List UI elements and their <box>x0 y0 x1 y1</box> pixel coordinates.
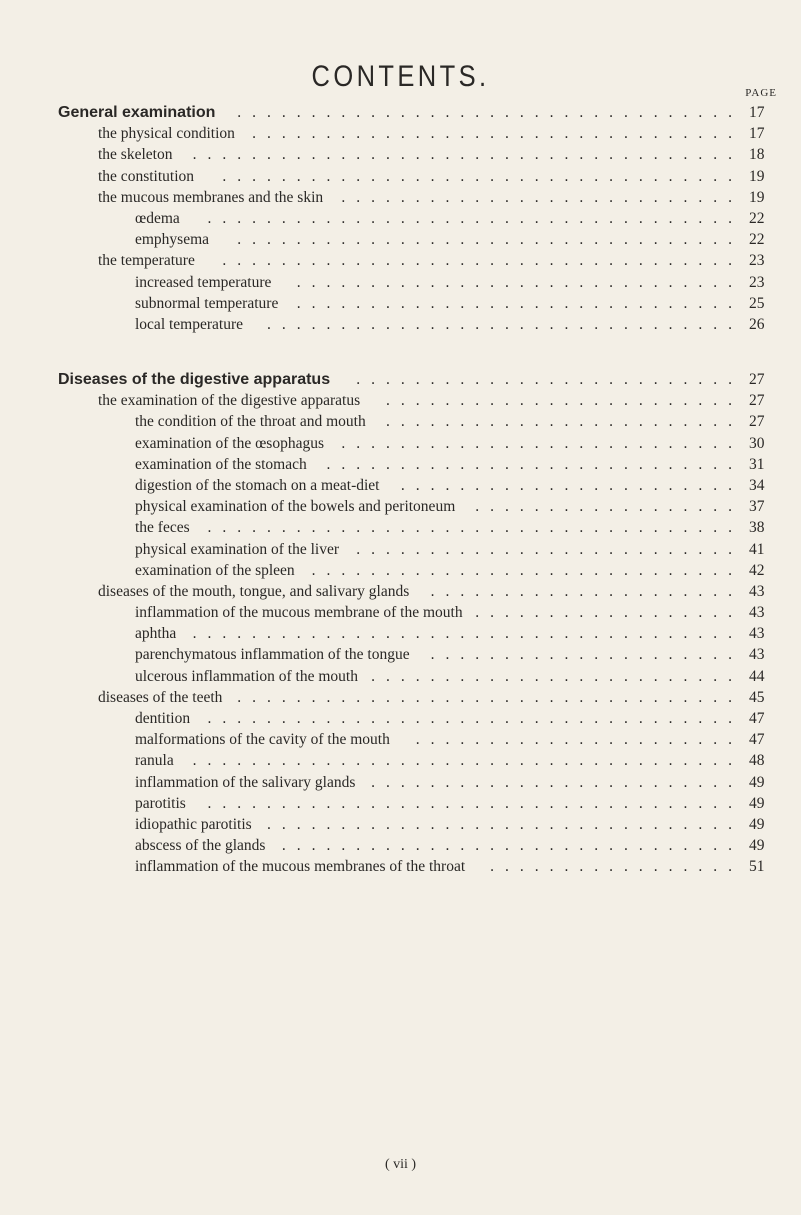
dot-leader: ............................. <box>311 561 743 579</box>
toc-page-number: 22 <box>749 209 765 227</box>
toc-entry-text: the constitution <box>98 167 195 185</box>
toc-page-number: 44 <box>749 667 765 685</box>
dot-leader: ......................... <box>371 667 743 685</box>
toc-page-number: 43 <box>749 582 765 600</box>
toc-page-number: 51 <box>749 858 765 876</box>
dot-leader: .......................... <box>356 540 743 558</box>
toc-entry <box>0 314 801 335</box>
dot-leader: ..................... <box>430 646 743 664</box>
toc-entry <box>0 496 801 517</box>
dot-leader: ..................................... <box>192 625 743 643</box>
toc-entry-text: parenchymatous inflammation of the tongue <box>135 646 410 664</box>
toc-entry <box>0 144 801 165</box>
dot-leader: .................................... <box>207 519 743 537</box>
toc-page-number: 27 <box>749 371 765 388</box>
toc-entry-text: physical examination of the bowels and peritoneum <box>135 498 456 516</box>
toc-entry <box>0 644 801 665</box>
dot-leader: ........................ <box>386 392 743 410</box>
toc-page-number: 38 <box>749 519 765 537</box>
toc-page-number: 49 <box>749 773 765 791</box>
toc-entry-text: examination of the œsophagus <box>135 434 324 452</box>
toc-entry <box>0 750 801 771</box>
toc-entry <box>0 856 801 877</box>
dot-leader: ................................ <box>267 315 743 333</box>
toc-page-number: 27 <box>749 413 765 431</box>
toc-heading-text: Diseases of the digestive apparatus <box>58 371 331 388</box>
dot-leader: .................................... <box>207 710 743 727</box>
toc-entry <box>0 729 801 750</box>
toc-entry <box>0 187 801 208</box>
toc-entry <box>0 454 801 475</box>
page-number-footer: ( vii ) <box>384 1157 417 1172</box>
toc-entry <box>0 814 801 835</box>
toc-page-number: 49 <box>749 837 765 855</box>
toc-page-number: 41 <box>749 540 765 558</box>
toc-entry-text: malformations of the cavity of the mouth <box>135 731 390 749</box>
toc-entry <box>0 687 801 708</box>
toc-entry-text: increased temperature <box>135 273 272 291</box>
toc-heading <box>0 369 801 390</box>
toc-section-general-examination <box>0 102 801 335</box>
toc-page-number: 47 <box>749 731 765 749</box>
toc-entry <box>0 272 801 293</box>
toc-entry-text: diseases of the teeth <box>98 688 223 706</box>
dot-leader: ........................ <box>386 413 743 431</box>
toc-page-number: 31 <box>749 455 765 473</box>
toc-entry-text: the examination of the digestive apparatus <box>98 392 361 410</box>
toc-entry-text: œdema <box>135 209 180 227</box>
toc-entry <box>0 581 801 602</box>
dot-leader: ................................. <box>252 125 743 143</box>
dot-leader: ..................................... <box>192 752 743 770</box>
dot-leader: ................................ <box>267 815 743 833</box>
toc-entry-text: the physical condition <box>98 125 235 143</box>
toc-entry-text: digestion of the stomach on a meat-diet <box>135 476 380 494</box>
dot-leader: ........................... <box>341 434 743 452</box>
toc-heading <box>0 102 801 123</box>
toc-page-number: 30 <box>749 434 765 452</box>
toc-entry-text: ranula <box>135 752 174 770</box>
dot-leader: ..................... <box>430 582 743 600</box>
dot-leader: .................................. <box>237 104 743 121</box>
toc-entry-text: dentition <box>135 710 191 727</box>
toc-entry-text: the feces <box>135 519 190 537</box>
toc-entry-text: subnormal temperature <box>135 294 279 312</box>
toc-page-number: 37 <box>749 498 765 516</box>
toc-page-number: 34 <box>749 476 765 494</box>
toc-entry-text: examination of the spleen <box>135 561 295 579</box>
toc-entry-text: local temperature <box>135 315 244 333</box>
toc-entry <box>0 208 801 229</box>
toc-entry <box>0 708 801 729</box>
dot-leader: ................................... <box>222 252 743 270</box>
toc-entry-text: inflammation of the mucous membrane of the mouth <box>135 604 463 622</box>
toc-entry-text: the condition of the throat and mouth <box>135 413 366 431</box>
toc-entry-text: inflammation of the salivary glands <box>135 773 356 791</box>
toc-page-number: 23 <box>749 273 765 291</box>
dot-leader: ....................... <box>400 476 743 494</box>
toc-entry-text: physical examination of the liver <box>135 540 340 558</box>
toc-entry-text: diseases of the mouth, tongue, and salivary glands <box>98 582 410 600</box>
toc-entry <box>0 793 801 814</box>
toc-entry-text: examination of the stomach <box>135 455 307 473</box>
toc-entry <box>0 433 801 454</box>
toc-entry-text: inflammation of the mucous membranes of the throat <box>135 858 466 876</box>
toc-page-number: 25 <box>749 294 765 312</box>
toc-page-number: 49 <box>749 815 765 833</box>
toc-page-number: 27 <box>749 392 765 410</box>
dot-leader: .......................... <box>356 371 743 388</box>
toc-page-number: 45 <box>749 688 765 706</box>
dot-leader: ......................... <box>371 773 743 791</box>
toc-entry <box>0 517 801 538</box>
toc-page-number: 22 <box>749 231 765 249</box>
toc-heading-text: General examination <box>58 104 216 121</box>
toc-page-number: 17 <box>749 104 765 121</box>
toc-entry-text: abscess of the glands <box>135 837 266 855</box>
toc-entry <box>0 666 801 687</box>
page-column-label: PAGE <box>745 87 777 99</box>
toc-entry <box>0 250 801 271</box>
dot-leader: ................................... <box>222 167 743 185</box>
dot-leader: .................. <box>475 498 743 516</box>
toc-page-number: 23 <box>749 252 765 270</box>
dot-leader: .................................. <box>237 688 743 706</box>
toc-section-digestive-apparatus <box>0 369 801 878</box>
dot-leader: .................................... <box>207 794 743 812</box>
dot-leader: ...................... <box>415 731 743 749</box>
toc-entry <box>0 602 801 623</box>
toc-page-number: 42 <box>749 561 765 579</box>
toc-entry <box>0 560 801 581</box>
toc-entry-text: the skeleton <box>98 146 173 164</box>
toc-page-number: 43 <box>749 604 765 622</box>
toc-entry-text: idiopathic parotitis <box>135 815 252 833</box>
toc-page-number: 43 <box>749 625 765 643</box>
toc-entry <box>0 772 801 793</box>
toc-entry-text: the mucous membranes and the skin <box>98 188 324 206</box>
toc-entry <box>0 411 801 432</box>
toc-page-number: 18 <box>749 146 765 164</box>
toc-entry <box>0 229 801 250</box>
dot-leader: .................................... <box>207 209 743 227</box>
toc-page-number: 17 <box>749 125 765 143</box>
toc-page-number: 43 <box>749 646 765 664</box>
toc-page-number: 19 <box>749 167 765 185</box>
dot-leader: ........................... <box>341 188 743 206</box>
toc-page-number: 26 <box>749 315 765 333</box>
toc-entry <box>0 623 801 644</box>
toc-page-number: 47 <box>749 710 765 727</box>
toc-entry <box>0 123 801 144</box>
toc-page-number: 48 <box>749 752 765 770</box>
toc-entry-text: aphtha <box>135 625 177 643</box>
toc-entry <box>0 293 801 314</box>
toc-entry-text: the temperature <box>98 252 195 270</box>
dot-leader: ............................... <box>281 837 743 855</box>
dot-leader: .................................. <box>237 231 743 249</box>
page-title: CONTENTS. <box>311 60 490 93</box>
toc-entry-text: emphysema <box>135 231 210 249</box>
toc-entry <box>0 166 801 187</box>
toc-entry-text: ulcerous inflammation of the mouth <box>135 667 358 685</box>
toc-entry <box>0 475 801 496</box>
dot-leader: .............................. <box>296 294 743 312</box>
dot-leader: ............................ <box>326 455 743 473</box>
dot-leader: .................. <box>475 604 743 622</box>
toc-entry <box>0 390 801 411</box>
dot-leader: ..................................... <box>192 146 743 164</box>
toc-entry-text: parotitis <box>135 794 186 812</box>
toc-page-number: 19 <box>749 188 765 206</box>
toc-entry <box>0 835 801 856</box>
toc-entry <box>0 539 801 560</box>
dot-leader: ................. <box>490 858 743 876</box>
toc-page-number: 49 <box>749 794 765 812</box>
dot-leader: .............................. <box>296 273 743 291</box>
